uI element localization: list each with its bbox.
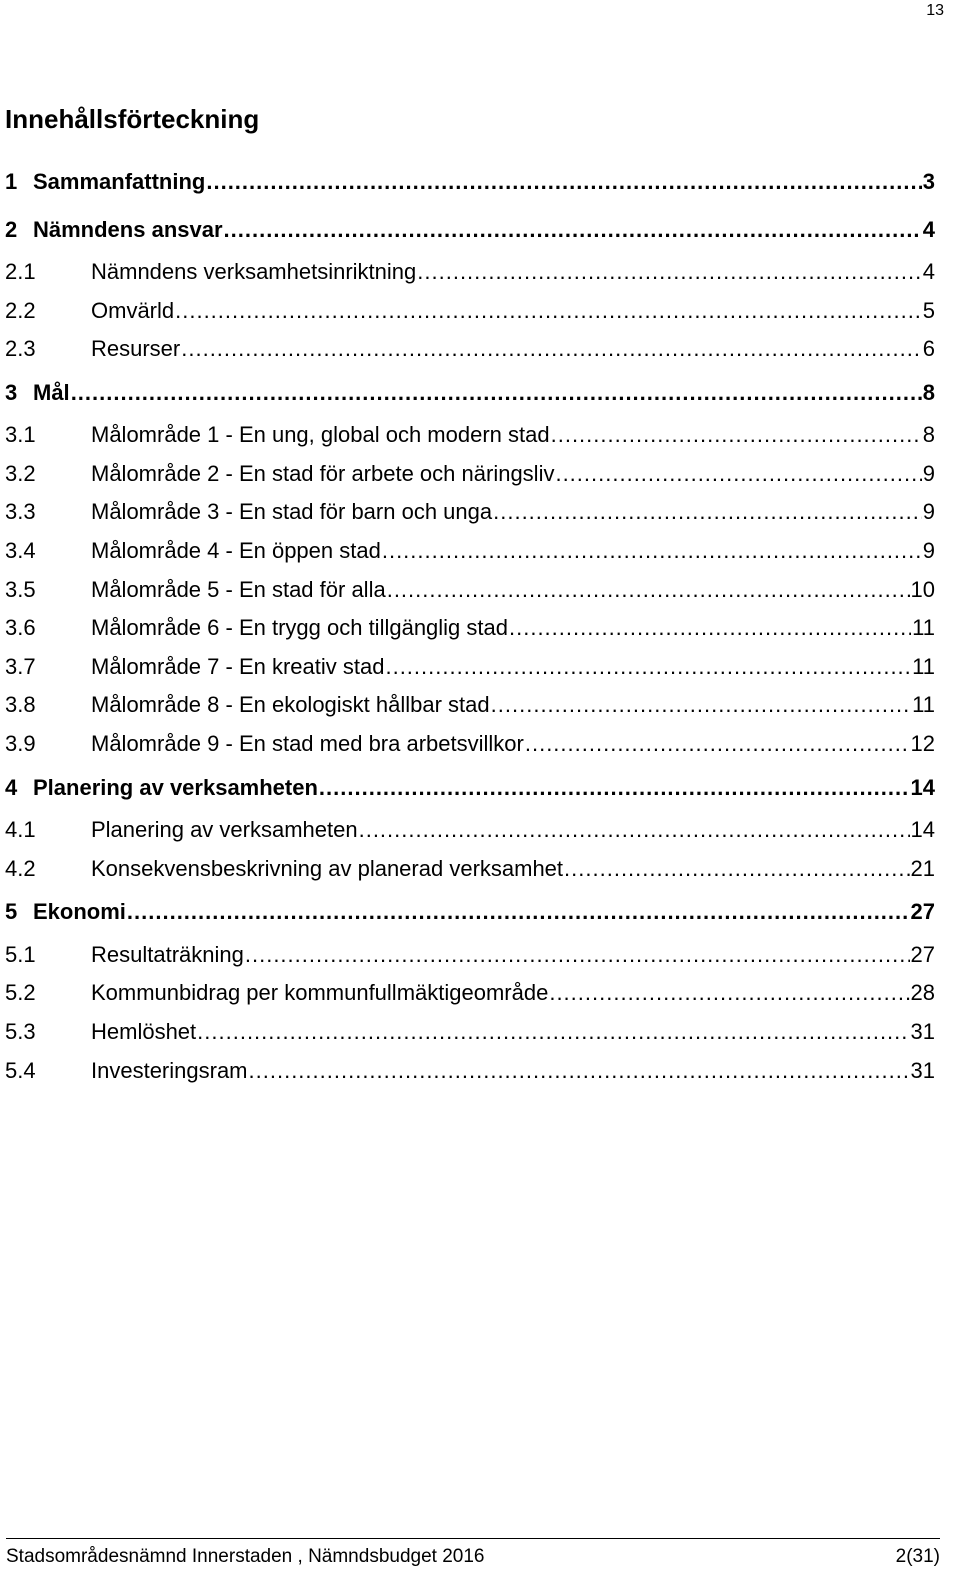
dot-leader <box>491 686 912 725</box>
toc-entry-number: 5.1 <box>5 941 36 967</box>
toc-entry-5-2[interactable] <box>5 974 935 1013</box>
toc-entry-label: Målområde 9 - En stad med bra arbetsvillkor <box>91 731 524 757</box>
toc-entry-number: 3.2 <box>5 460 36 486</box>
dot-leader <box>359 811 910 850</box>
toc-entry-label: Målområde 3 - En stad för barn och unga <box>91 499 493 525</box>
toc-entry-label: Kommunbidrag per kommunfullmäktigeområde <box>91 980 549 1006</box>
dot-leader <box>181 330 922 369</box>
toc-entry-3-4[interactable] <box>5 532 935 571</box>
toc-entry-number: 5.4 <box>5 1057 36 1083</box>
table-of-contents <box>5 158 935 1090</box>
toc-entry-3-9[interactable] <box>5 725 935 764</box>
toc-entry-label: Målområde 1 - En ung, global och modern stad <box>91 422 550 448</box>
toc-entry-page: 27 <box>910 899 935 925</box>
footer-document-title: Stadsområdesnämnd Innerstaden , Nämndsbudget 2016 <box>6 1546 485 1567</box>
toc-entry-page: 14 <box>910 774 935 800</box>
toc-entry-3-1[interactable] <box>5 416 935 455</box>
toc-entry-number: 5.3 <box>5 1019 36 1044</box>
toc-entry-label: Omvärld <box>91 297 175 323</box>
toc-entry-number: 2 <box>5 216 18 242</box>
toc-entry-3[interactable] <box>5 369 935 417</box>
toc-entry-label: Målområde 5 - En stad för alla <box>91 576 386 602</box>
toc-entry-number: 4 <box>5 774 18 800</box>
dot-leader <box>493 493 922 532</box>
toc-entry-page: 28 <box>910 980 935 1006</box>
toc-entry-page: 6 <box>922 336 935 362</box>
toc-entry-page: 31 <box>910 1057 935 1083</box>
toc-entry-1[interactable] <box>5 158 935 206</box>
toc-entry-page: 27 <box>910 941 935 967</box>
toc-entry-number: 3.3 <box>5 499 36 525</box>
toc-entry-page: 31 <box>910 1019 935 1044</box>
toc-entry-4-1[interactable] <box>5 811 935 850</box>
toc-entry-3-3[interactable] <box>5 493 935 532</box>
toc-entry-page: 9 <box>922 499 935 525</box>
dot-leader <box>525 725 910 764</box>
dot-leader <box>385 648 911 687</box>
toc-entry-4-2[interactable] <box>5 850 935 889</box>
toc-entry-number: 4.2 <box>5 855 36 881</box>
toc-entry-3-8[interactable] <box>5 686 935 725</box>
toc-entry-number: 2.1 <box>5 259 36 284</box>
toc-entry-page: 4 <box>922 216 935 242</box>
toc-entry-5-3[interactable] <box>5 1013 935 1052</box>
toc-entry-page: 12 <box>910 731 935 757</box>
toc-entry-page: 5 <box>922 297 935 323</box>
dot-leader <box>197 1013 909 1052</box>
toc-entry-label: Nämndens ansvar <box>33 216 223 242</box>
dot-leader <box>224 206 922 254</box>
toc-entry-3-6[interactable] <box>5 609 935 648</box>
dot-leader <box>71 369 922 417</box>
toc-entry-2-1[interactable] <box>5 253 935 292</box>
toc-entry-number: 4.1 <box>5 817 36 843</box>
toc-entry-label: Hemlöshet <box>91 1019 197 1044</box>
toc-entry-label: Konsekvensbeskrivning av planerad verksamhet <box>91 855 564 881</box>
toc-entry-label: Nämndens verksamhetsinriktning <box>91 259 417 284</box>
dot-leader <box>564 850 909 889</box>
toc-entry-page: 3 <box>922 169 935 194</box>
toc-entry-number: 3.1 <box>5 422 36 448</box>
toc-entry-label: Planering av verksamheten <box>33 774 318 800</box>
toc-entry-number: 5.2 <box>5 980 36 1006</box>
dot-leader <box>175 292 922 331</box>
toc-entry-page: 11 <box>912 653 935 679</box>
toc-entry-page: 11 <box>912 615 935 641</box>
toc-entry-number: 2.2 <box>5 297 36 323</box>
toc-entry-number: 3.6 <box>5 615 36 641</box>
dot-leader <box>127 888 910 936</box>
toc-entry-label: Målområde 6 - En trygg och tillgänglig stad <box>91 615 508 641</box>
toc-entry-number: 1 <box>5 169 18 194</box>
toc-entry-3-5[interactable] <box>5 571 935 610</box>
dot-leader <box>249 1052 910 1091</box>
toc-entry-label: Resultaträkning <box>91 941 244 967</box>
toc-entry-page: 11 <box>912 692 935 718</box>
dot-leader <box>549 974 909 1013</box>
dot-leader <box>417 253 921 292</box>
toc-entry-label: Målområde 2 - En stad för arbete och näringsliv <box>91 460 555 486</box>
toc-title: Innehållsförteckning <box>5 104 260 134</box>
toc-entry-4[interactable] <box>5 764 935 812</box>
toc-entry-label: Sammanfattning <box>33 169 206 194</box>
toc-entry-5-1[interactable] <box>5 936 935 975</box>
toc-entry-2-2[interactable] <box>5 292 935 331</box>
page-number: 13 <box>926 2 944 19</box>
toc-entry-page: 9 <box>922 538 935 564</box>
toc-entry-5[interactable] <box>5 888 935 936</box>
footer-page-count: 2(31) <box>895 1546 940 1567</box>
dot-leader <box>555 455 921 494</box>
toc-entry-label: Målområde 8 - En ekologiskt hållbar stad <box>91 692 490 718</box>
toc-entry-page: 21 <box>910 855 935 881</box>
toc-entry-label: Resurser <box>91 336 181 362</box>
dot-leader <box>551 416 922 455</box>
toc-entry-3-7[interactable] <box>5 648 935 687</box>
toc-entry-page: 9 <box>922 460 935 486</box>
toc-entry-label: Planering av verksamheten <box>91 817 358 843</box>
toc-entry-page: 10 <box>910 576 935 602</box>
toc-entry-page: 8 <box>922 422 935 448</box>
toc-entry-3-2[interactable] <box>5 455 935 494</box>
toc-entry-label: Mål <box>33 379 70 405</box>
toc-entry-number: 3.9 <box>5 731 36 757</box>
toc-entry-page: 8 <box>922 379 935 405</box>
toc-entry-page: 4 <box>922 259 935 284</box>
toc-entry-2[interactable] <box>5 206 935 254</box>
dot-leader <box>206 158 921 206</box>
toc-entry-number: 3.7 <box>5 653 36 679</box>
toc-entry-number: 3.4 <box>5 538 36 564</box>
dot-leader <box>382 532 922 571</box>
toc-entry-number: 2.3 <box>5 336 36 362</box>
toc-entry-page: 14 <box>910 817 935 843</box>
toc-entry-5-4[interactable] <box>5 1052 935 1091</box>
toc-entry-label: Målområde 4 - En öppen stad <box>91 538 381 564</box>
dot-leader <box>245 936 910 975</box>
toc-entry-number: 3.5 <box>5 576 36 602</box>
toc-entry-number: 3.8 <box>5 692 36 718</box>
toc-entry-2-3[interactable] <box>5 330 935 369</box>
toc-entry-label: Investeringsram <box>91 1057 248 1083</box>
toc-entry-label: Ekonomi <box>33 899 126 925</box>
dot-leader <box>509 609 911 648</box>
toc-entry-number: 5 <box>5 899 18 925</box>
toc-entry-number: 3 <box>5 379 18 405</box>
toc-entry-label: Målområde 7 - En kreativ stad <box>91 653 385 679</box>
dot-leader <box>387 571 910 610</box>
dot-leader <box>319 764 910 812</box>
footer-divider <box>6 1538 940 1539</box>
